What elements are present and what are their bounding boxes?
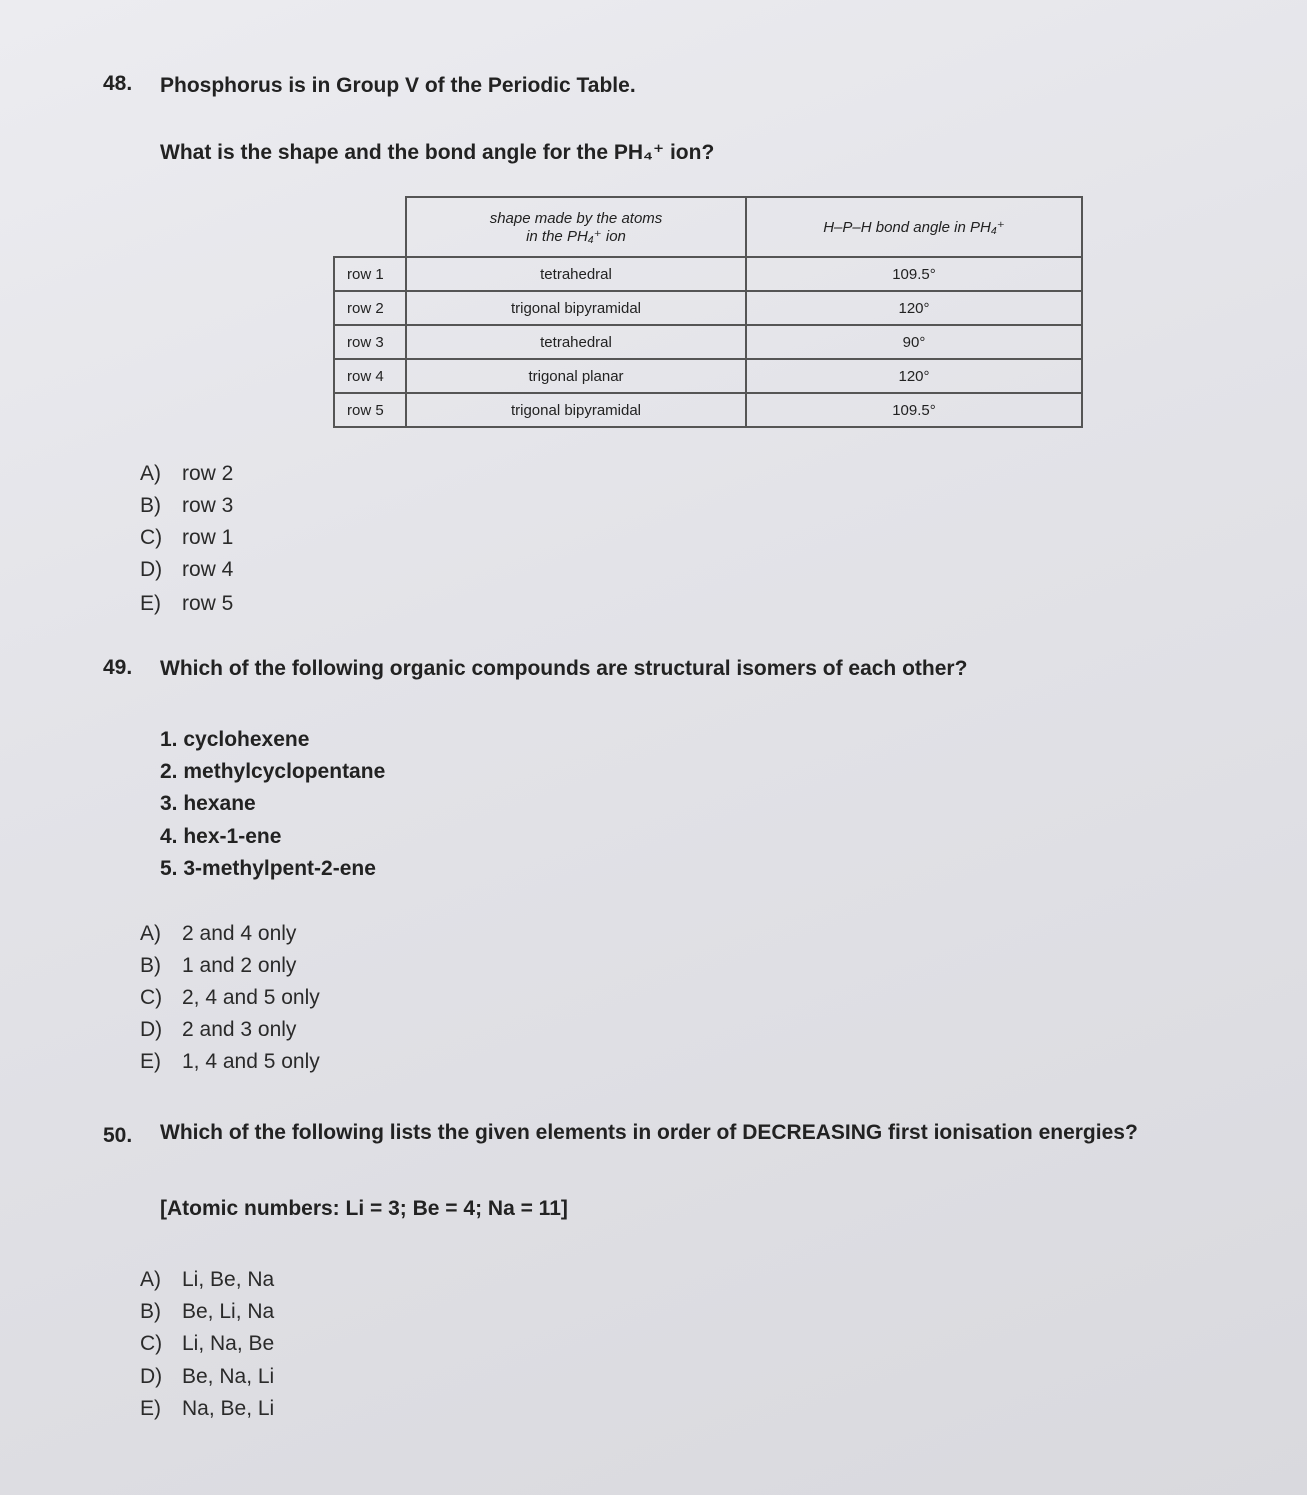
row-angle: 90°	[746, 325, 1082, 359]
q48-question: What is the shape and the bond angle for the PH₄⁺ ion?	[160, 141, 715, 164]
option-text: row 5	[182, 592, 234, 615]
q49-question: Which of the following organic compounds are structural isomers of each other?	[160, 657, 968, 680]
header-angle: H–P–H bond angle in PH₄⁺	[746, 197, 1082, 257]
option-letter: E)	[140, 592, 161, 615]
header-shape-line2: in the PH₄⁺ ion	[526, 227, 626, 245]
row-angle: 120°	[746, 291, 1082, 325]
q50-option-d[interactable]	[140, 1365, 274, 1389]
option-text: row 4	[182, 558, 234, 581]
list-item: 2. methylcyclopentane	[160, 760, 386, 783]
option-text: row 2	[182, 462, 234, 485]
q49-option-e[interactable]	[140, 1050, 320, 1074]
q49-option-b[interactable]	[140, 954, 296, 978]
q49-option-d[interactable]	[140, 1018, 296, 1042]
q48-option-b[interactable]	[140, 494, 233, 518]
q50-option-e[interactable]	[140, 1397, 274, 1421]
option-text: row 3	[182, 494, 234, 517]
option-text: 2 and 4 only	[182, 922, 297, 945]
row-angle: 109.5°	[746, 257, 1082, 291]
q48-option-c[interactable]	[140, 526, 233, 550]
option-text: 1 and 2 only	[182, 954, 297, 977]
table-row	[334, 325, 1082, 359]
q49-option-c[interactable]	[140, 986, 320, 1010]
option-letter: A)	[140, 1268, 161, 1291]
list-item: 1. cyclohexene	[160, 728, 310, 751]
option-text: Be, Li, Na	[182, 1300, 275, 1323]
q48-number: 48.	[103, 72, 133, 95]
q50-atomic-numbers: [Atomic numbers: Li = 3; Be = 4; Na = 11]	[160, 1197, 568, 1220]
row-shape: trigonal planar	[406, 359, 746, 393]
shape-angle-table	[333, 196, 1083, 428]
row-label: row 3	[334, 325, 406, 359]
row-shape: tetrahedral	[406, 325, 746, 359]
option-letter: D)	[140, 1365, 163, 1388]
option-letter: C)	[140, 1332, 163, 1355]
option-text: Na, Be, Li	[182, 1397, 275, 1420]
q50-number: 50.	[103, 1124, 133, 1147]
q48-option-a[interactable]	[140, 462, 233, 486]
row-angle: 109.5°	[746, 393, 1082, 427]
q49-option-a[interactable]	[140, 922, 296, 946]
q50-option-b[interactable]	[140, 1300, 274, 1324]
option-letter: D)	[140, 558, 163, 581]
option-letter: A)	[140, 462, 161, 485]
q50-option-a[interactable]	[140, 1268, 274, 1292]
option-letter: D)	[140, 1018, 163, 1041]
row-label: row 2	[334, 291, 406, 325]
header-shape-line1: shape made by the atoms	[489, 209, 663, 227]
q48-statement: Phosphorus is in Group V of the Periodic Table.	[160, 74, 636, 97]
option-text: 1, 4 and 5 only	[182, 1050, 320, 1073]
table-corner	[334, 197, 406, 257]
row-label: row 5	[334, 393, 406, 427]
table-row	[334, 393, 1082, 427]
row-shape: tetrahedral	[406, 257, 746, 291]
option-text: Li, Be, Na	[182, 1268, 275, 1291]
option-letter: C)	[140, 526, 163, 549]
q50-option-c[interactable]	[140, 1332, 274, 1356]
list-item: 3. hexane	[160, 792, 256, 815]
q49-number: 49.	[103, 656, 133, 679]
q48-option-e[interactable]	[140, 592, 233, 616]
row-label: row 4	[334, 359, 406, 393]
row-shape: trigonal bipyramidal	[406, 393, 746, 427]
list-item: 4. hex-1-ene	[160, 825, 282, 848]
q48-option-d[interactable]	[140, 558, 233, 582]
option-letter: A)	[140, 922, 161, 945]
list-item: 5. 3-methylpent-2-ene	[160, 857, 376, 880]
option-text: 2, 4 and 5 only	[182, 986, 320, 1009]
row-label: row 1	[334, 257, 406, 291]
q50-question: Which of the following lists the given elements in order of DECREASING first ionisation energies?	[160, 1121, 1138, 1144]
row-angle: 120°	[746, 359, 1082, 393]
option-letter: C)	[140, 986, 163, 1009]
option-text: 2 and 3 only	[182, 1018, 297, 1041]
option-text: row 1	[182, 526, 234, 549]
option-letter: E)	[140, 1050, 161, 1073]
table-row	[334, 257, 1082, 291]
option-letter: E)	[140, 1397, 161, 1420]
header-shape	[406, 197, 746, 257]
option-text: Be, Na, Li	[182, 1365, 275, 1388]
option-letter: B)	[140, 1300, 161, 1323]
option-letter: B)	[140, 494, 161, 517]
row-shape: trigonal bipyramidal	[406, 291, 746, 325]
option-text: Li, Na, Be	[182, 1332, 275, 1355]
option-letter: B)	[140, 954, 161, 977]
table-row	[334, 291, 1082, 325]
table-row	[334, 359, 1082, 393]
table-header-row	[334, 197, 1082, 257]
